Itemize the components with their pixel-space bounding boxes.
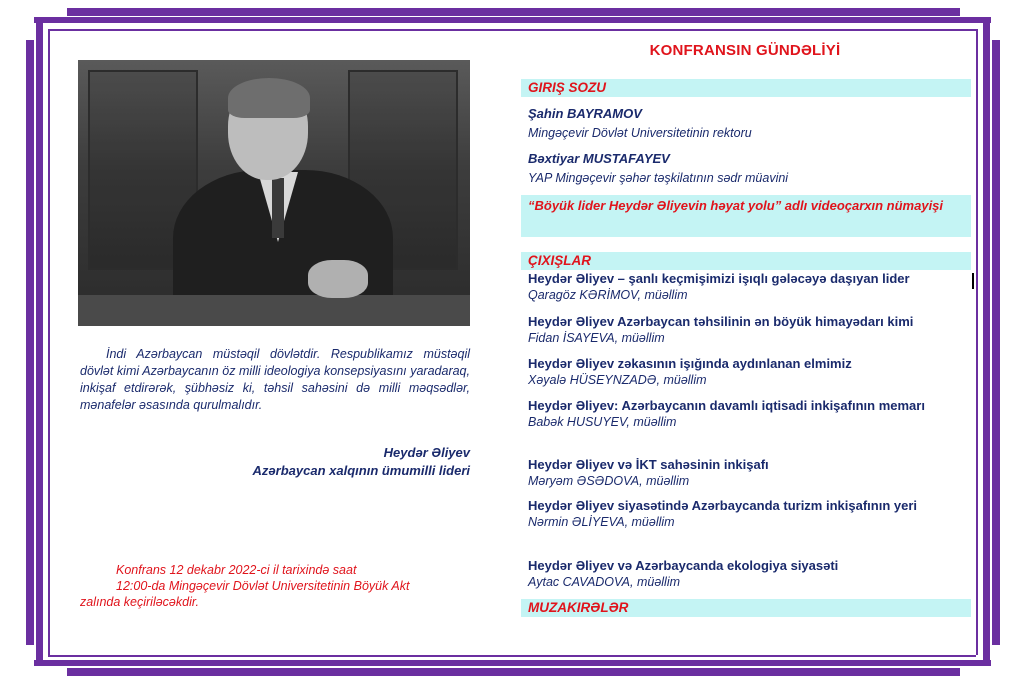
photo-desk [78, 295, 470, 326]
section-header-talks: ÇIXIŞLAR [521, 252, 971, 270]
talk-title: Heydər Əliyev və Azərbaycanda ekologiya siyasəti [528, 558, 839, 573]
talk-title: Heydər Əliyev: Azərbaycanın davamlı iqtisadi inkişafının memarı [528, 398, 925, 413]
conference-notice [80, 562, 475, 610]
photo-hair [228, 78, 310, 118]
frame-border-right-outer [992, 40, 1000, 645]
talk-title: Heydər Əliyev – şanlı keçmişimizi işıqlı gələcəyə daşıyan lider [528, 271, 910, 286]
quote-text: İndi Azərbaycan müstəqil dövlətdir. Respublikamız müstəqil dövlət kimi Azərbaycanın öz milli ideologiya konsepsiyasını yaradaraq, inkişaf etdirərək, şübhəsiz ki, təhsil sahəsini də milli məqsədlər, mənafelər əsasında qurulmalıdır. [80, 347, 470, 412]
talk-item [528, 356, 968, 388]
talk-title: Heydər Əliyev siyasətində Azərbaycanda turizm inkişafının yeri [528, 498, 918, 513]
talk-speaker: Babək HUSUYEV, müəllim [528, 415, 677, 429]
video-screening-item: “Böyük lider Heydər Əliyevin həyat yolu” adlı videoçarxın nümayişi [521, 195, 971, 237]
talk-speaker: Qaragöz KƏRİMOV, müəllim [528, 288, 688, 302]
frame-border-right-inner [983, 18, 990, 666]
speaker-name: Şahin BAYRAMOV [528, 106, 642, 121]
frame-border-left-inner [36, 18, 43, 666]
talk-item [528, 271, 968, 303]
frame-border-bottom-outer [67, 668, 960, 676]
frame-border-top-outer [67, 8, 960, 16]
frame-border-left-outer [26, 40, 34, 645]
photo-tie [272, 178, 284, 238]
quote-attribution [200, 444, 470, 480]
notice-line-3: zalında keçiriləcəkdir. [80, 595, 200, 609]
talk-item [528, 398, 948, 430]
section-header-discussion: MUZAKIRƏLƏR [521, 599, 971, 617]
talk-item [528, 457, 968, 489]
talk-title: Heydər Əliyev Azərbaycan təhsilinin ən böyük himayədarı kimi [528, 314, 914, 329]
agenda-title: KONFRANSIN GÜNDƏLİYİ [649, 42, 841, 59]
frame-border-top-inner [34, 17, 991, 23]
quote-author-name: Heydər Əliyev [383, 445, 470, 460]
speaker-role: YAP Mingəçevir şəhər təşkilatının sədr müavini [528, 171, 789, 185]
text-cursor [972, 273, 974, 289]
frame-thin-line-top [48, 29, 976, 31]
frame-border-bottom-inner [34, 660, 991, 666]
talk-item [528, 498, 948, 530]
notice-line-2: 12:00-da Mingəçevir Dövlət Universitetinin Böyük Akt [116, 579, 410, 593]
speaker-role: Mingəçevir Dövlət Universitetinin rektoru [528, 126, 752, 140]
talk-item [528, 558, 968, 590]
leader-quote [80, 346, 470, 414]
talk-title: Heydər Əliyev zəkasının işığında aydınlanan elmimiz [528, 356, 852, 371]
talk-speaker: Məryəm ƏSƏDOVA, müəllim [528, 474, 690, 488]
frame-thin-line-left [48, 29, 50, 655]
notice-line-1: Konfrans 12 dekabr 2022-ci il tarixində saat [116, 563, 357, 577]
speaker-name: Bəxtiyar MUSTAFAYEV [528, 151, 670, 166]
quote-author-title: Azərbaycan xalqının ümumilli lideri [252, 463, 470, 478]
talk-title: Heydər Əliyev və İKT sahəsinin inkişafı [528, 457, 769, 472]
frame-thin-line-right [976, 29, 978, 655]
talk-speaker: Fidan İSAYEVA, müəllim [528, 331, 665, 345]
talk-speaker: Nərmin ƏLİYEVA, müəllim [528, 515, 675, 529]
talk-item [528, 314, 968, 346]
section-header-intro: GIRIŞ SOZU [521, 79, 971, 97]
frame-thin-line-bottom [48, 655, 976, 657]
talk-speaker: Aytac CAVADOVA, müəllim [528, 575, 681, 589]
photo-hand [308, 260, 368, 298]
portrait-photo [78, 60, 470, 326]
talk-speaker: Xəyalə HÜSEYNZADƏ, müəllim [528, 373, 707, 387]
